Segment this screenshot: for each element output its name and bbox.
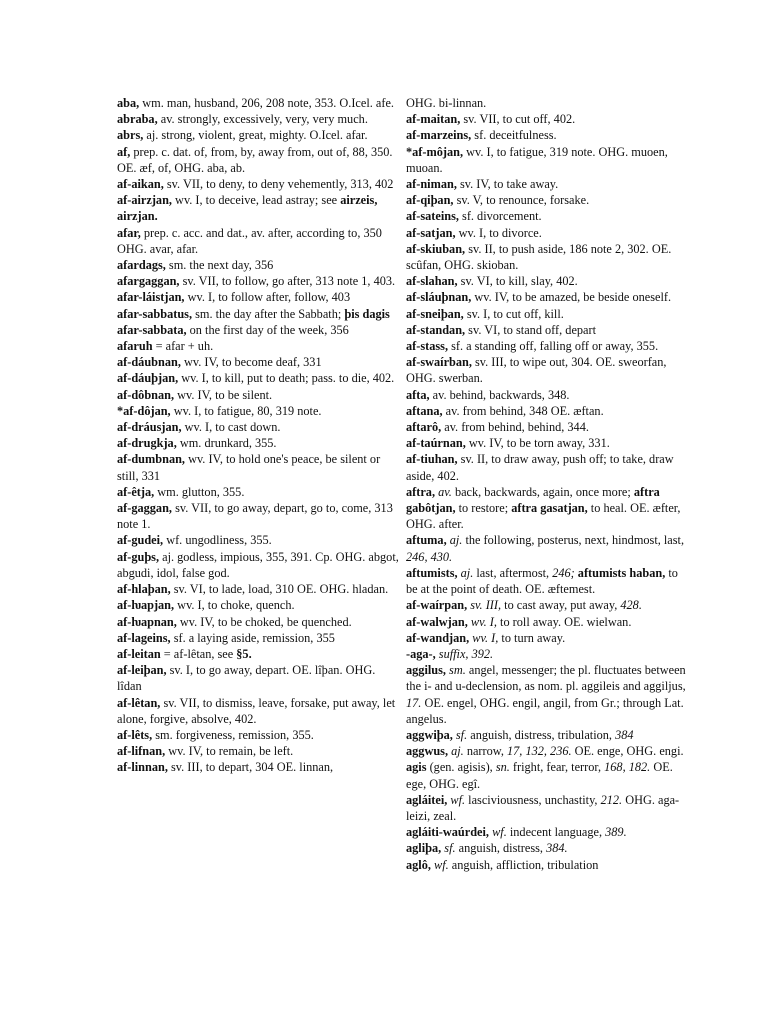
dictionary-entry	[117, 273, 399, 289]
entry-headword: af-sneiþan,	[406, 306, 464, 321]
dictionary-entry	[117, 646, 399, 662]
dictionary-entry	[406, 127, 689, 143]
dictionary-entry	[406, 451, 689, 483]
entry-text: aj. strong, violent, great, mighty. O.Icel. afar.	[143, 128, 368, 143]
entry-text: wv. I, to cast down.	[181, 420, 281, 435]
entry-text: sv. VII, to deny, to deny vehemently, 313, 402	[163, 177, 394, 192]
entry-text: OHG. aga-leizi, zeal.	[406, 792, 680, 823]
dictionary-entry	[406, 403, 689, 419]
entry-headword: af-leiþan,	[117, 663, 167, 678]
entry-headword: af-stass,	[406, 339, 449, 354]
entry-headword: af-walwjan,	[406, 614, 468, 629]
entry-text: on the first day of the week, 356	[186, 322, 349, 337]
entry-headword: af-dáubnan,	[117, 355, 181, 370]
entry-headword: afta,	[406, 387, 430, 402]
entry-italic-text: 428.	[620, 598, 642, 613]
entry-text: sm. forgiveness, remission, 355.	[152, 727, 314, 742]
entry-headword: aftra gabôtjan,	[406, 484, 660, 516]
dictionary-entry	[406, 857, 689, 873]
entry-headword: aftuma,	[406, 533, 447, 548]
entry-italic-text: 384.	[546, 841, 568, 856]
entry-text: indecent language,	[506, 825, 606, 840]
entry-italic-text: sf.	[441, 841, 456, 856]
entry-text: sv. V, to renounce, forsake.	[453, 193, 590, 208]
entry-text: sm. the day after the Sabbath;	[192, 306, 345, 321]
entry-text: sv. IV, to take away.	[456, 177, 559, 192]
entry-text: fright, fear, terror,	[509, 760, 605, 775]
dictionary-entry	[117, 484, 399, 500]
entry-headword: af-ƕapnan,	[117, 614, 177, 629]
entry-italic-text: sf.	[452, 727, 468, 742]
entry-headword: aggilus,	[406, 663, 446, 678]
dictionary-entry	[117, 354, 399, 370]
dictionary-entry	[406, 614, 689, 630]
entry-text: sv. I, to cut off, kill.	[463, 306, 564, 321]
entry-headword: af-sateins,	[406, 209, 459, 224]
entry-text: anguish, distress,	[455, 841, 547, 856]
entry-text: = afar + uh.	[152, 339, 214, 354]
entry-italic-text: 246, 430.	[406, 549, 453, 564]
dictionary-entry	[117, 127, 399, 143]
entry-italic-text: aj.	[446, 533, 463, 548]
entry-headword: abrs,	[117, 128, 144, 143]
dictionary-entry	[406, 597, 689, 613]
entry-text: wv. I, to divorce.	[455, 225, 542, 240]
entry-headword: af-ƕapjan,	[117, 598, 175, 613]
entry-text: = af-lêtan, see	[160, 646, 237, 661]
entry-headword: agláitei,	[406, 792, 448, 807]
entry-text: to heal. OE. æfter, OHG. after.	[406, 501, 681, 532]
entry-italic-text: 168, 182.	[604, 760, 651, 775]
entry-headword: af-sláuþnan,	[406, 290, 472, 305]
entry-text: OE. enge, OHG. engi.	[571, 744, 684, 759]
entry-headword: afar-láistjan,	[117, 290, 185, 305]
entry-text: prep. c. dat. of, from, by, away from, out of, 88, 350. OE. æf, of, OHG. aba, ab.	[117, 144, 393, 175]
entry-text: sv. VII, to dismiss, leave, forsake, put away, let alone, forgive, absolve, 402.	[117, 695, 396, 726]
entry-italic-text: 389.	[605, 825, 627, 840]
entry-text: sv. VI, to kill, slay, 402.	[457, 274, 578, 289]
dictionary-entry	[406, 435, 689, 451]
dictionary-entry	[406, 144, 689, 176]
entry-headword: abraba,	[117, 112, 158, 127]
entry-headword: af-dáuþjan,	[117, 371, 179, 386]
entry-text: wv. I, to fatigue, 319 note. OHG. muoen, muoan.	[406, 144, 668, 175]
entry-headword: af-standan,	[406, 322, 466, 337]
dictionary-entry	[117, 451, 399, 483]
entry-text: sv. II, to draw away, push off; to take, draw aside, 402.	[406, 452, 674, 483]
entry-italic-text: wv. I,	[469, 630, 499, 645]
entry-headword: airzeis, airzjan.	[117, 193, 378, 224]
entry-text: av. from behind, 348 OE. æftan.	[442, 403, 604, 418]
entry-headword: -aga-,	[406, 646, 436, 661]
entry-text: wv. IV, to become deaf, 331	[180, 355, 322, 370]
dictionary-entry	[406, 225, 689, 241]
dictionary-entry	[406, 306, 689, 322]
dictionary-entry	[406, 111, 689, 127]
entry-headword: af,	[117, 144, 131, 159]
dictionary-entry	[117, 532, 399, 548]
entry-headword: af-leitan	[117, 646, 161, 661]
entry-headword: af-lêtan,	[117, 695, 161, 710]
entry-text: av. behind, backwards, 348.	[429, 387, 570, 402]
entry-headword: aggwus,	[406, 744, 449, 759]
entry-text: to turn away.	[498, 630, 566, 645]
entry-headword: af-dumbnan,	[117, 452, 185, 467]
entry-headword: af-satjan,	[406, 225, 456, 240]
dictionary-entry	[117, 403, 399, 419]
entry-text: wv. IV, to hold one's peace, be silent or still, 331	[117, 452, 381, 483]
entry-headword: af-lageins,	[117, 630, 171, 645]
dictionary-entry	[406, 792, 689, 824]
entry-headword: *af-môjan,	[406, 144, 464, 159]
entry-text: wv. I, to fatigue, 80, 319 note.	[170, 403, 322, 418]
dictionary-entry	[117, 370, 399, 386]
entry-headword: af-aikan,	[117, 177, 164, 192]
entry-text: wv. IV, to remain, be left.	[165, 744, 294, 759]
entry-text: wf. ungodliness, 355.	[163, 533, 272, 548]
entry-headword: af-marzeins,	[406, 128, 472, 143]
entry-text: (gen. agisis),	[426, 760, 496, 775]
dictionary-entry	[117, 549, 399, 581]
entry-text: wv. I, to kill, put to death; pass. to die, 402.	[178, 371, 395, 386]
entry-headword: aba,	[117, 96, 140, 110]
entry-headword: af-hlaþan,	[117, 582, 171, 597]
dictionary-entry	[117, 419, 399, 435]
dictionary-entry	[117, 225, 399, 257]
dictionary-entry	[117, 500, 399, 532]
dictionary-entry	[117, 727, 399, 743]
entry-headword: aftumists haban,	[574, 565, 666, 580]
entry-text: sv. VII, to follow, go after, 313 note 1, 403.	[179, 274, 396, 289]
entry-headword: af-waírpan,	[406, 598, 468, 613]
dictionary-entry	[406, 484, 689, 533]
entry-text: wv. IV, to be torn away, 331.	[465, 436, 610, 451]
entry-italic-text: aj.	[457, 565, 474, 580]
entry-headword: af-niman,	[406, 177, 457, 192]
dictionary-entry	[406, 743, 689, 759]
entry-italic-text: sn.	[495, 760, 510, 775]
dictionary-entry	[117, 192, 399, 224]
dictionary-entry	[117, 306, 399, 338]
entry-text: to cast away, put away,	[501, 598, 621, 613]
dictionary-entry	[117, 662, 399, 694]
entry-italic-text: 246;	[552, 565, 575, 580]
dictionary-entry	[117, 95, 399, 111]
entry-headword: af-dráusjan,	[117, 420, 182, 435]
entry-headword: afar-sabbatus,	[117, 306, 193, 321]
entry-headword: af-dôbnan,	[117, 387, 175, 402]
dictionary-entry	[117, 387, 399, 403]
dictionary-entry	[406, 727, 689, 743]
left-column	[117, 95, 399, 776]
entry-italic-text: av.	[435, 484, 452, 499]
dictionary-entry	[406, 322, 689, 338]
dictionary-entry	[406, 824, 689, 840]
dictionary-entry	[117, 144, 399, 176]
entry-text: OHG. bi-linnan.	[406, 96, 487, 110]
entry-headword: af-taúrnan,	[406, 436, 466, 451]
dictionary-entry	[117, 695, 399, 727]
dictionary-entry	[406, 192, 689, 208]
entry-headword: aftra,	[406, 484, 436, 499]
entry-headword: af-gaggan,	[117, 501, 172, 516]
entry-headword: af-linnan,	[117, 760, 168, 775]
entry-headword: aftumists,	[406, 565, 458, 580]
dictionary-entry	[406, 241, 689, 273]
entry-text: aj. godless, impious, 355, 391. Cp. OHG. abgot, abgudi, idol, false god.	[117, 549, 399, 580]
entry-headword: af-guþs,	[117, 549, 160, 564]
entry-text: sv. III, to wipe out, 304. OE. sweorfan, OHG. swerban.	[406, 355, 667, 386]
entry-headword: af-wandjan,	[406, 630, 470, 645]
entry-text: OE. ege, OHG. egî.	[406, 760, 673, 791]
entry-headword: af-swaírban,	[406, 355, 472, 370]
entry-text: last, aftermost,	[473, 565, 553, 580]
entry-headword: afargaggan,	[117, 274, 180, 289]
entry-italic-text: wv. I,	[467, 614, 497, 629]
entry-headword: agliþa,	[406, 841, 442, 856]
dictionary-entry	[406, 840, 689, 856]
entry-text: sv. II, to push aside, 186 note 2, 302. OE. scûfan, OHG. skioban.	[406, 241, 672, 273]
entry-text: sm. the next day, 356	[165, 258, 274, 273]
entry-text: wm. man, husband, 206, 208 note, 353. O.Icel. afe.	[139, 96, 394, 110]
entry-headword: afardags,	[117, 258, 166, 273]
entry-text: sf. deceitfulness.	[471, 128, 557, 143]
entry-headword: af-maitan,	[406, 112, 461, 127]
entry-text: wv. IV, to be silent.	[174, 387, 273, 402]
dictionary-entry	[406, 387, 689, 403]
entry-italic-text: sm.	[445, 663, 466, 678]
entry-headword: af-qiþan,	[406, 193, 454, 208]
entry-italic-text: wf.	[430, 857, 449, 872]
entry-headword: af-airzjan,	[117, 193, 172, 208]
entry-text: to restore;	[455, 501, 512, 516]
entry-headword: af-lifnan,	[117, 744, 166, 759]
dictionary-entry	[406, 419, 689, 435]
dictionary-entry	[406, 630, 689, 646]
dictionary-entry	[117, 176, 399, 192]
entry-text: sf. a standing off, falling off or away, 355.	[448, 339, 659, 354]
entry-text: OE. engel, OHG. engil, angil, from Gr.; through Lat. angelus.	[406, 695, 684, 726]
dictionary-entry	[406, 289, 689, 305]
dictionary-entry	[117, 111, 399, 127]
entry-headword: agis	[406, 760, 427, 775]
dictionary-entry	[406, 208, 689, 224]
entry-headword: agláiti-waúrdei,	[406, 825, 489, 840]
dictionary-entry	[406, 176, 689, 192]
entry-text: anguish, affliction, tribulation	[448, 857, 599, 872]
entry-headword: af-drugkja,	[117, 436, 177, 451]
dictionary-entry	[406, 338, 689, 354]
entry-text: angel, messenger; the pl. fluctuates between the i- and u-declension, as nom. pl. aggileis and aggiljus,	[406, 663, 686, 694]
entry-headword: §5.	[236, 646, 252, 661]
entry-text: wv. IV, to be choked, be quenched.	[176, 614, 352, 629]
entry-italic-text: wf.	[489, 825, 507, 840]
dictionary-entry	[117, 581, 399, 597]
entry-headword: af-êtja,	[117, 484, 155, 499]
entry-italic-text: suffix, 392.	[435, 646, 494, 661]
entry-headword: af-skiuban,	[406, 241, 466, 256]
entry-headword: af-slahan,	[406, 274, 458, 289]
dictionary-entry	[117, 630, 399, 646]
dictionary-entry	[117, 289, 399, 305]
dictionary-entry	[117, 597, 399, 613]
dictionary-entry	[406, 565, 689, 597]
entry-headword: af-gudei,	[117, 533, 164, 548]
dictionary-entry	[117, 759, 399, 775]
entry-text: wv. IV, to be amazed, be beside oneself.	[471, 290, 672, 305]
entry-text: the following, posterus, next, hindmost, last,	[462, 533, 685, 548]
entry-headword: aftarô,	[406, 420, 442, 435]
entry-italic-text: wf.	[447, 792, 466, 807]
entry-text: av. strongly, excessively, very, very much.	[157, 112, 368, 127]
entry-italic-text: 17, 132, 236.	[507, 744, 572, 759]
dictionary-entry	[406, 646, 689, 662]
dictionary-entry	[117, 338, 399, 354]
entry-text: back, backwards, again, once more;	[451, 484, 634, 499]
entry-text: wm. glutton, 355.	[154, 484, 245, 499]
entry-text: wv. I, to deceive, lead astray; see	[171, 193, 341, 208]
entry-italic-text: sv. III,	[467, 598, 502, 613]
entry-italic-text: 17.	[406, 695, 422, 710]
entry-text: anguish, distress, tribulation,	[467, 727, 616, 742]
dictionary-entry	[406, 532, 689, 564]
entry-headword: aftana,	[406, 403, 443, 418]
entry-headword: aglô,	[406, 857, 431, 872]
entry-text: to roll away. OE. wielwan.	[496, 614, 632, 629]
entry-text: sv. VII, to cut off, 402.	[460, 112, 576, 127]
dictionary-entry	[406, 662, 689, 727]
entry-text: sv. VI, to stand off, depart	[465, 322, 597, 337]
dictionary-entry	[406, 354, 689, 386]
dictionary-entry	[406, 95, 689, 111]
entry-text: narrow,	[463, 744, 507, 759]
entry-headword: *af-dôjan,	[117, 403, 171, 418]
entry-italic-text: 384	[615, 727, 634, 742]
dictionary-entry	[117, 257, 399, 273]
entry-text: av. from behind, behind, 344.	[441, 420, 589, 435]
dictionary-entry	[117, 614, 399, 630]
entry-headword: afaruh	[117, 339, 153, 354]
entry-headword: afar,	[117, 225, 141, 240]
dictionary-entry	[406, 759, 689, 791]
entry-text: wv. I, to follow after, follow, 403	[184, 290, 351, 305]
entry-text: sv. VII, to go away, depart, go to, come, 313 note 1.	[117, 501, 393, 532]
entry-text: wv. I, to choke, quench.	[174, 598, 295, 613]
dictionary-entry	[117, 743, 399, 759]
right-column	[406, 95, 689, 873]
entry-text: sf. a laying aside, remission, 355	[170, 630, 335, 645]
entry-headword: aftra gasatjan,	[511, 501, 588, 516]
entry-italic-text: 212.	[600, 792, 623, 807]
entry-text: wm. drunkard, 355.	[176, 436, 277, 451]
entry-text: lasciviousness, unchastity,	[465, 792, 601, 807]
entry-text: to be at the point of death. OE. æftemest.	[406, 565, 678, 597]
entry-headword: af-tiuhan,	[406, 452, 458, 467]
entry-text: prep. c. acc. and dat., av. after, according to, 350 OHG. avar, afar.	[117, 225, 382, 256]
entry-italic-text: aj.	[448, 744, 464, 759]
entry-text: sv. I, to go away, depart. OE. lîþan. OHG. lîdan	[117, 663, 376, 694]
entry-headword: þis dagis afar-sabbata,	[117, 306, 390, 337]
entry-headword: aggwiþa,	[406, 727, 453, 742]
entry-headword: af-lêts,	[117, 727, 153, 742]
entry-text: sf. divorcement.	[458, 209, 542, 224]
dictionary-entry	[406, 273, 689, 289]
entry-text: sv. VI, to lade, load, 310 OE. OHG. hladan.	[170, 582, 389, 597]
entry-text: sv. III, to depart, 304 OE. linnan,	[167, 760, 334, 775]
dictionary-entry	[117, 435, 399, 451]
